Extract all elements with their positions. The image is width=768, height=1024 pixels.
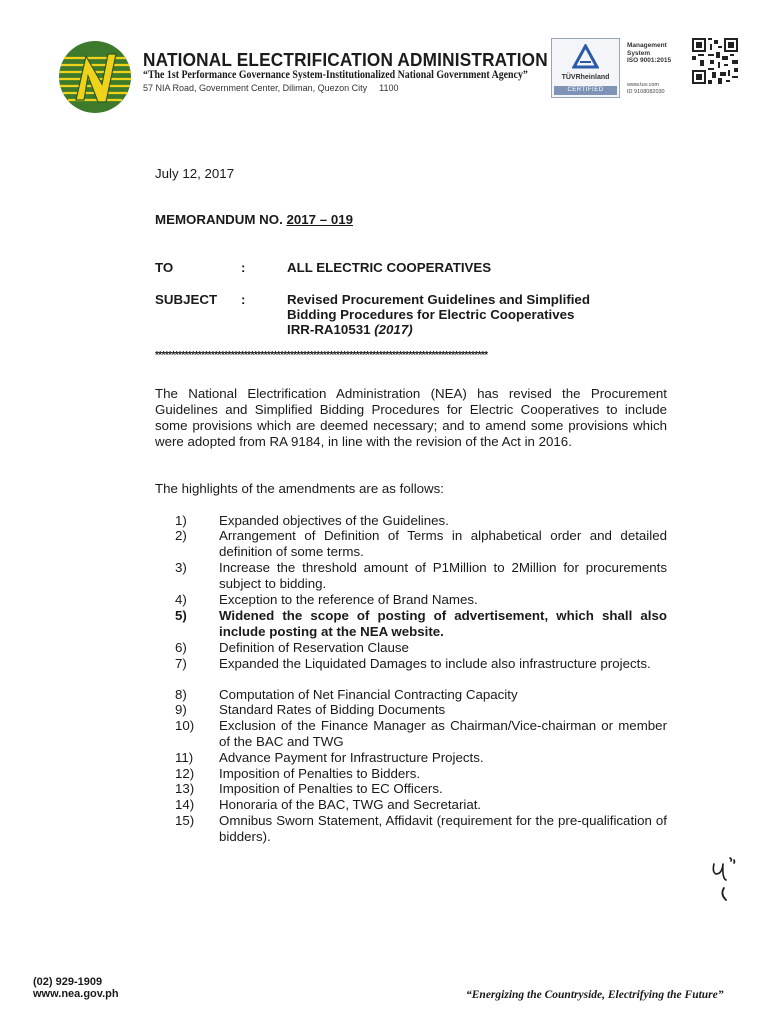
list-item: Imposition of Penalties to EC Officers. bbox=[219, 781, 443, 796]
memo-number-line bbox=[155, 212, 353, 228]
tuv-certification-badge bbox=[551, 38, 620, 98]
tuv-certified-bar: CERTIFIED bbox=[554, 86, 617, 95]
list-item-bold: Widened the scope of posting of advertisement, which shall also include posting at the NEA website. bbox=[219, 608, 667, 639]
intro-paragraph: The National Electrification Administration (NEA) has revised the Procurement Guidelines and Simplified Bidding Procedures for Electric Cooperatives to include some provisions which are deemed necessary; and to amend some provisions which were adopted from RA 9184, in line with the revision of the Act in 2016. bbox=[155, 386, 667, 449]
list-item-number: 7) bbox=[175, 656, 187, 671]
mgmt-line-1: Management bbox=[627, 42, 667, 49]
list-item: Expanded the Liquidated Damages to include also infrastructure projects. bbox=[219, 656, 651, 671]
nea-logo bbox=[58, 40, 132, 114]
list-item-number: 1) bbox=[175, 513, 187, 528]
org-address bbox=[143, 83, 398, 93]
subject-year: (2017) bbox=[374, 322, 413, 337]
list-item: Imposition of Penalties to Bidders. bbox=[219, 766, 421, 781]
list-item-number: 6) bbox=[175, 640, 187, 655]
handwritten-initial bbox=[700, 850, 750, 910]
list-item: Advance Payment for Infrastructure Projects. bbox=[219, 750, 484, 765]
list-item-number: 14) bbox=[175, 797, 195, 812]
subject-line-2: Bidding Procedures for Electric Cooperatives bbox=[287, 307, 575, 322]
list-item: Honoraria of the BAC, TWG and Secretariat. bbox=[219, 797, 482, 812]
mgmt-line-2: System bbox=[627, 49, 651, 57]
to-recipient: ALL ELECTRIC COOPERATIVES bbox=[287, 260, 492, 275]
footer-website: www.nea.gov.ph bbox=[33, 988, 119, 1000]
list-item-number: 10) bbox=[175, 718, 195, 733]
highlights-intro: The highlights of the amendments are as follows: bbox=[155, 481, 444, 496]
memo-date: July 12, 2017 bbox=[155, 166, 235, 181]
list-item-number: 9) bbox=[175, 702, 187, 717]
footer-phone: (02) 929-1909 bbox=[33, 976, 103, 988]
list-item-number: 13) bbox=[175, 781, 195, 796]
list-item: Increase the threshold amount of P1Million to 2Million for procurements subject to bidding. bbox=[219, 560, 667, 591]
list-item: Exclusion of the Finance Manager as Chairman/Vice-chairman or member of the BAC and TWG bbox=[219, 718, 667, 749]
subject-colon: : bbox=[241, 292, 246, 307]
tuv-label: TÜVRheinland bbox=[561, 74, 610, 81]
list-item-number: 15) bbox=[175, 813, 195, 828]
list-item-number: 2) bbox=[175, 528, 187, 543]
list-item-number: 8) bbox=[175, 687, 187, 702]
subject-code: IRR-RA10531 bbox=[287, 322, 375, 337]
address-text: 57 NIA Road, Government Center, Diliman, Quezon City bbox=[143, 83, 368, 93]
certification-block bbox=[551, 38, 739, 100]
list-item-number: 3) bbox=[175, 560, 187, 575]
list-item-number: 5) bbox=[175, 608, 187, 623]
cert-website: www.tuv.com bbox=[627, 82, 659, 88]
separator-line: ***************************************************************************************************** bbox=[155, 350, 488, 361]
list-item: Exception to the reference of Brand Names. bbox=[219, 592, 478, 607]
to-label: TO bbox=[155, 260, 174, 275]
memo-label: MEMORANDUM NO. bbox=[155, 212, 283, 227]
cert-url bbox=[627, 82, 665, 95]
org-name: NATIONAL ELECTRIFICATION ADMINISTRATION bbox=[143, 49, 548, 70]
list-item: Computation of Net Financial Contracting Capacity bbox=[219, 687, 518, 702]
list-item-number: 11) bbox=[175, 750, 194, 765]
subject-line-1: Revised Procurement Guidelines and Simplified bbox=[287, 292, 590, 307]
qr-code-icon bbox=[692, 38, 738, 84]
memo-number: 2017 – 019 bbox=[286, 212, 354, 227]
management-system-text bbox=[627, 42, 677, 65]
list-item-number: 12) bbox=[175, 766, 195, 781]
to-colon: : bbox=[241, 260, 246, 275]
subject-label: SUBJECT bbox=[155, 292, 218, 307]
triangle-icon bbox=[572, 44, 599, 70]
list-item: Definition of Reservation Clause bbox=[219, 640, 409, 655]
iso-standard: ISO 9001:2015 bbox=[627, 57, 672, 64]
list-item-number: 4) bbox=[175, 592, 187, 607]
org-tagline: “The 1st Performance Governance System-Institutionalized National Government Agency” bbox=[143, 69, 528, 81]
cert-id: ID 9108082030 bbox=[627, 88, 665, 95]
subject-line-3 bbox=[287, 322, 413, 338]
list-item: Omnibus Sworn Statement, Affidavit (requirement for the pre-qualification of bidders). bbox=[219, 813, 667, 844]
zip-code: 1100 bbox=[379, 83, 399, 93]
list-item: Arrangement of Definition of Terms in alphabetical order and detailed definition of some terms. bbox=[219, 528, 667, 559]
list-item: Expanded objectives of the Guidelines. bbox=[219, 513, 449, 528]
footer-slogan: “Energizing the Countryside, Electrifying the Future” bbox=[466, 989, 724, 1001]
list-item: Standard Rates of Bidding Documents bbox=[219, 702, 446, 717]
